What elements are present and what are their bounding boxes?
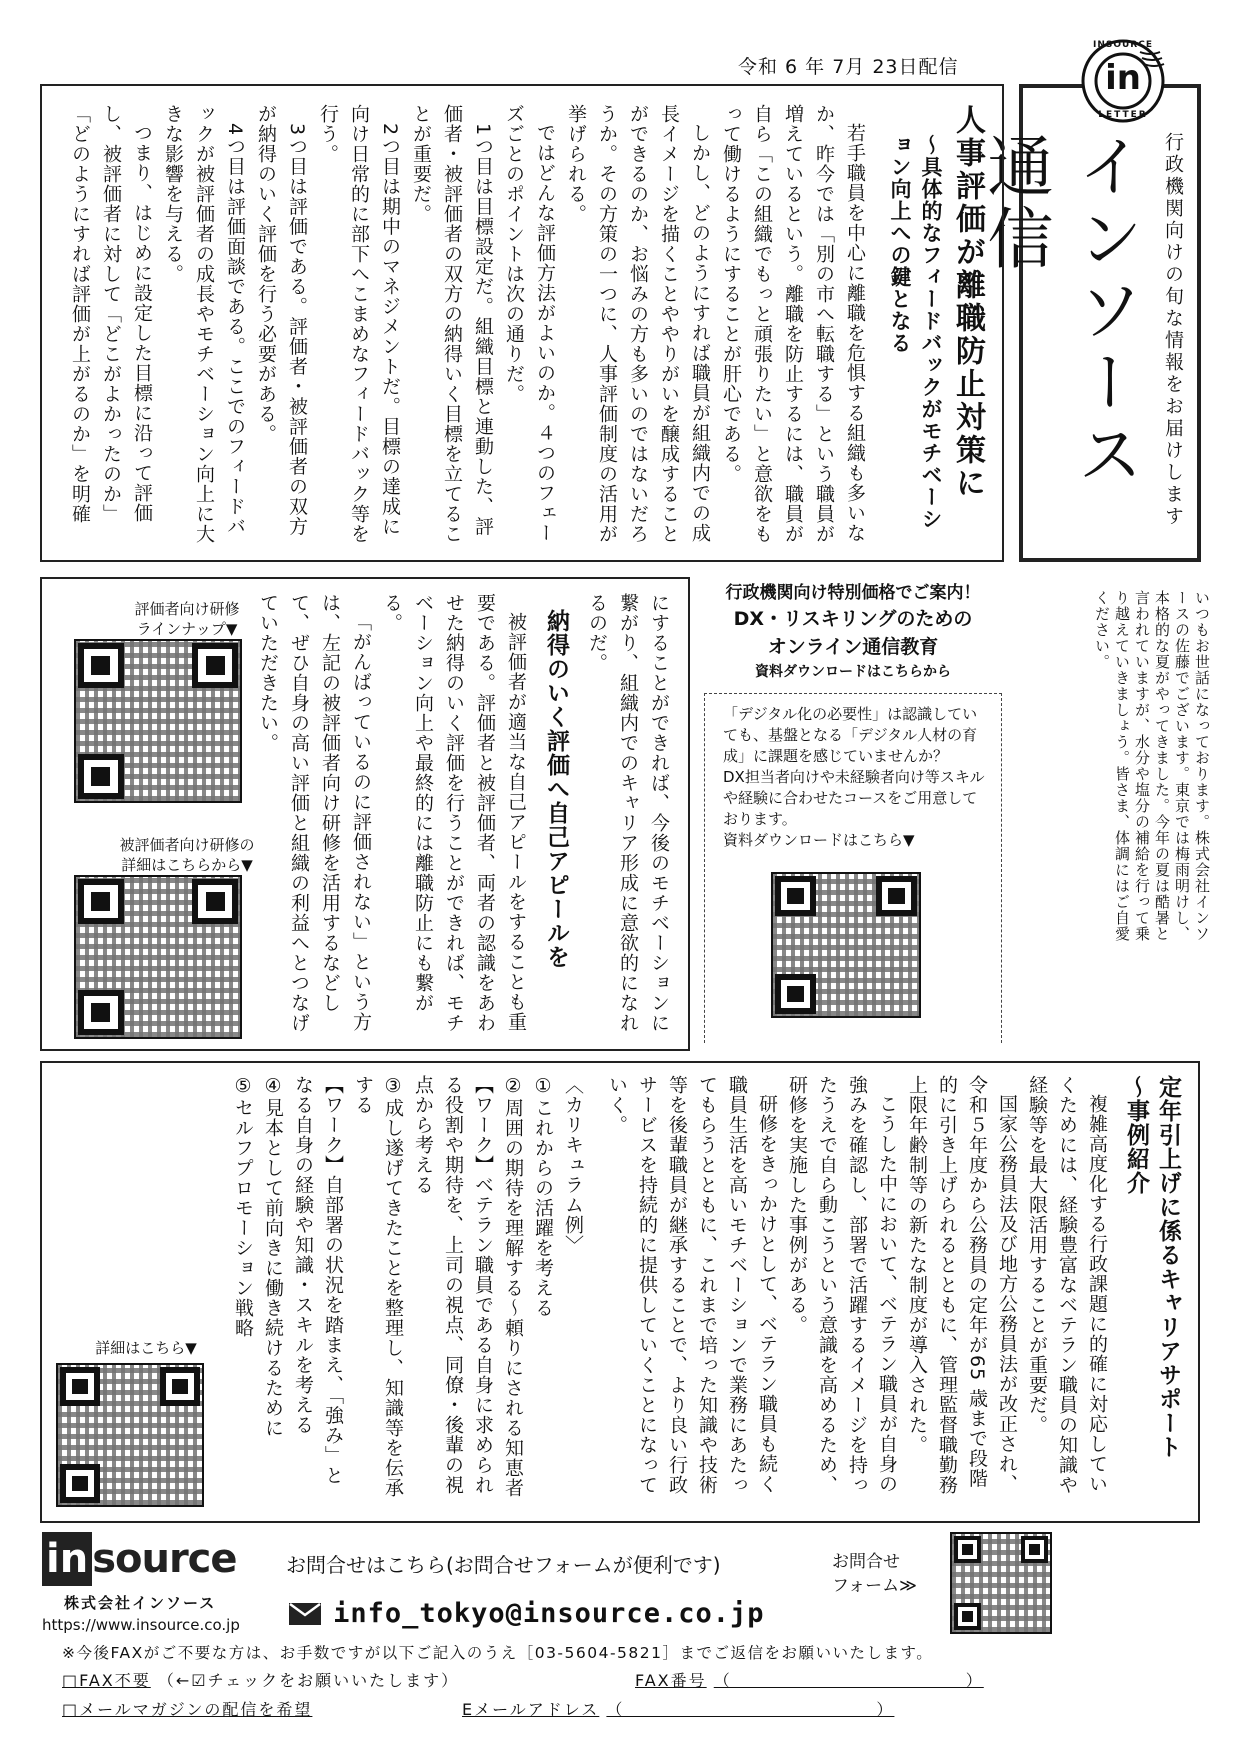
fax-number-row: [635, 1668, 984, 1691]
article3-content: [228, 1075, 1184, 1505]
article3-paragraph: 研修をきっかけとして、ベテラン職員も続く職員生活を高いモチベーションで業務にあたってもらうとともに、これまで培った知識や技術等を後輩職員が継承することで、より良い行政サービスを持続的に提供していくことになっていく。: [606, 1075, 778, 1495]
article1-paragraph: 若手職員を中心に離職を危惧する組織も多いなか、昨今では「別の市へ転職する」という職員が増えているという。離職を防止するには、職員が自ら「この組織でもっと頑張りたい」と意欲をもって働けるようにすることが肝心である。: [720, 104, 866, 544]
dx-ad-body-box: [704, 693, 1002, 1043]
qr2-label-line1: 被評価者向け研修の: [119, 836, 255, 854]
article1-paragraph: ではどんな評価方法がよいのか。４つのフェーズごとのポイントは次の通りだ。: [503, 104, 556, 543]
article1-paragraph: 4つ目は評価面談である。ここでのフィードバックが被評価者の成長やモチベーション向上に大きな影響を与える。: [162, 104, 246, 544]
curriculum-item: ④見本として前向きに働き続けるために: [262, 1075, 284, 1438]
greeting-text: いつもお世話になっております。株式会社インソースの佐藤でございます。東京では梅雨明けし、本格的な夏がやってきました。今年の夏は酷暑と言われていますが、水分や塩分の補給を行って乗り越えていきましょう。皆さま、体調にはご自愛ください。: [1093, 590, 1211, 942]
issue-date: 令和 6 年 7月 23日配信: [738, 56, 959, 78]
qr-code-contact-form[interactable]: [950, 1532, 1052, 1634]
mail-address-row: [462, 1697, 894, 1720]
dx-ad-body-1: 「デジタル化の必要性」は認識していても、基盤となる「デジタル人材の育成」に課題を感じていませんか？: [723, 705, 978, 765]
masthead-subtitle: 行政機関向けの旬な情報をお届けします: [1162, 132, 1184, 528]
article1-paragraph: しかし、どのようにすれば職員が組織内での成長イメージを描くことややりがいを醸成することができるのか、お悩みの方も多いのではないだろうか。その方策の一つに、人事評価制度の活用が挙げられる。: [565, 104, 711, 544]
article3-qr-label: 詳細はこちら▼: [95, 1339, 197, 1357]
masthead-logo: [1080, 38, 1166, 124]
qr1-label-line2: ラインナップ▼: [136, 620, 238, 638]
footer-logo: [42, 1532, 254, 1590]
footer-logo-source: source: [92, 1536, 237, 1582]
footer-logo-in: in: [42, 1532, 92, 1586]
logo-ring-bottom: LETTER: [1098, 110, 1148, 120]
article1-paragraph: 2つ目は期中のマネジメントだ。目標の達成に向け日常的に部下へこまめなフィードバック等を行う。: [317, 104, 401, 544]
envelope-icon: [288, 1602, 322, 1626]
article1-paragraph: 3つ目は評価である。評価者・被評価者の双方が納得のいく評価を行う必要がある。: [255, 104, 308, 537]
footer-company: 株式会社インソース: [64, 1594, 217, 1612]
qr-code-training-lineup[interactable]: [74, 639, 242, 803]
contact-heading: お問合せはこちら(お問合せフォームが便利です): [286, 1553, 721, 1577]
article3-paragraph: こうした中において、ベテラン職員が自身の強みを確認し、部署で活躍するイメージを持ったうえで自ら動こうという意識を高めるため、研修を実施した事例がある。: [786, 1075, 898, 1495]
article3-subtitle: ～事例紹介: [1123, 1075, 1149, 1195]
article2-paragraph: 「がんばっているのに評価されない」という方は、左記の被評価者向け研修を活用するなどして、ぜひ自身の高い評価と組織の利益へとつなげていただきたい。: [257, 593, 372, 1033]
article2-paragraph: にすることができれば、今後のモチベーションに繋がり、組織内でのキャリア形成に意欲的になれるのだ。: [586, 593, 670, 1033]
fax-number-field[interactable]: （ ）: [713, 1671, 984, 1690]
curriculum-item: 【ワーク】自部署の状況を踏まえ、「強み」となる自身の経験や知識・スキルを考える: [292, 1075, 344, 1486]
article1-content: [64, 104, 988, 544]
article1-title: 人事評価が離職防止対策に: [950, 104, 985, 500]
article1-paragraph: 1つ目は目標設定だ。組織目標と連動した、評価者・被評価者の双方の納得いく目標を立てることが重要だ。: [410, 104, 494, 544]
article1-subtitle: ～具体的なフィードバックがモチベーション向上への鍵となる: [888, 134, 943, 530]
article3-box: [40, 1061, 1200, 1523]
contact-email-row[interactable]: [288, 1598, 764, 1629]
fax-unneeded-row: [62, 1668, 459, 1691]
contact-form-label-1: お問合せ: [832, 1552, 900, 1572]
article3-paragraph: 複雑高度化する行政課題に的確に対応していくためには、経験豊富なベテラン職員の知識や経験等を最大限活用することが重要だ。: [1026, 1075, 1108, 1495]
fax-note: ※今後FAXがご不要な方は、お手数ですが以下ご記入のうえ［03-5604-5821］までご返信をお願いいたします。: [62, 1644, 934, 1662]
mail-magazine-checkbox[interactable]: □メールマガジンの配信を希望: [62, 1700, 313, 1719]
qr-code-evaluatee-training[interactable]: [74, 875, 242, 1039]
contact-email[interactable]: info_tokyo@insource.co.jp: [333, 1598, 765, 1629]
masthead-title: インソース通信: [976, 132, 1143, 492]
article2-content: [252, 593, 674, 1035]
masthead-box: [976, 84, 1201, 562]
dx-ad-line4: 資料ダウンロードはこちらから: [755, 664, 951, 680]
contact-form-label-2: フォーム≫: [832, 1576, 917, 1596]
dx-ad: [704, 581, 1002, 1051]
mail-address-label: Eメールアドレス: [462, 1700, 600, 1719]
curriculum-heading: 〈カリキュラム例〉: [562, 1075, 584, 1255]
qr2-label-line2: 詳細はこちらから▼: [121, 856, 253, 874]
footer-url[interactable]: https://www.insource.co.jp: [42, 1616, 240, 1634]
article2-paragraph: 被評価者が適当な自己アピールをすることも重要である。評価者と被評価者、両者の認識をあわせた納得のいく評価を行うことができれば、モチベーション向上や最終的には離職防止にも繋がる。: [381, 593, 527, 1033]
article3-title: 定年引上げに係るキャリアサポート: [1155, 1075, 1181, 1459]
qr-code-career-support[interactable]: [56, 1363, 204, 1507]
dx-ad-line2: DX・リスキリングのための: [733, 608, 973, 630]
curriculum-item: ③成し遂げてきたことを整理し、知識等を伝承する: [352, 1075, 404, 1498]
article3-paragraph: 国家公務員法及び地方公務員法が改正され、令和５年度から公務員の定年が65 歳まで段階的に引き上げられるとともに、管理監督職勤務上限年齢制等の新たな制度が導入された。: [906, 1075, 1018, 1495]
dx-ad-line3: オンライン通信教育: [767, 636, 939, 658]
dx-ad-body-2: DX担当者向けや未経験者向け等スキルや経験に合わせたコースをご用意しております。: [723, 768, 985, 828]
curriculum-item: ⑤セルフプロモーション戦略: [232, 1075, 254, 1338]
article2-box: [40, 577, 690, 1051]
article1-paragraph: つまり、はじめに設定した目標に沿って評価し、被評価者に対して「どこがよかったのか」「どのようにすれば評価が上がるのか」を明確: [69, 104, 153, 524]
qr1-label-line1: 評価者向け研修: [134, 600, 240, 618]
dx-ad-line1: 行政機関向け特別価格でご案内！: [725, 583, 981, 603]
curriculum-item: 【ワーク】ベテラン職員である自身に求められる役割や期待を、上司の視点、同僚・後輩の視点から考える: [412, 1075, 494, 1495]
logo-ring-top: INSOURCE: [1092, 40, 1153, 50]
curriculum-item: ①これからの活躍を考える: [532, 1075, 554, 1318]
fax-number-label: FAX番号: [635, 1671, 707, 1690]
contact-form-label: [832, 1550, 917, 1598]
dx-ad-body-3: 資料ダウンロードはこちら▼: [723, 831, 915, 849]
fax-unneeded-note: （←☑チェックをお願いいたします）: [157, 1671, 460, 1690]
article1-box: [40, 84, 1004, 562]
logo-in-text: in: [1105, 58, 1141, 98]
mail-magazine-row: [62, 1697, 312, 1720]
fax-unneeded-checkbox[interactable]: □FAX不要: [62, 1671, 151, 1690]
qr-code-dx-download[interactable]: [771, 872, 921, 1018]
mail-address-field[interactable]: （ ）: [606, 1700, 895, 1719]
article2-title: 納得のいく評価へ自己アピールを: [543, 609, 569, 969]
curriculum-item: ②周囲の期待を理解する～頼りにされる知恵者: [502, 1075, 524, 1498]
